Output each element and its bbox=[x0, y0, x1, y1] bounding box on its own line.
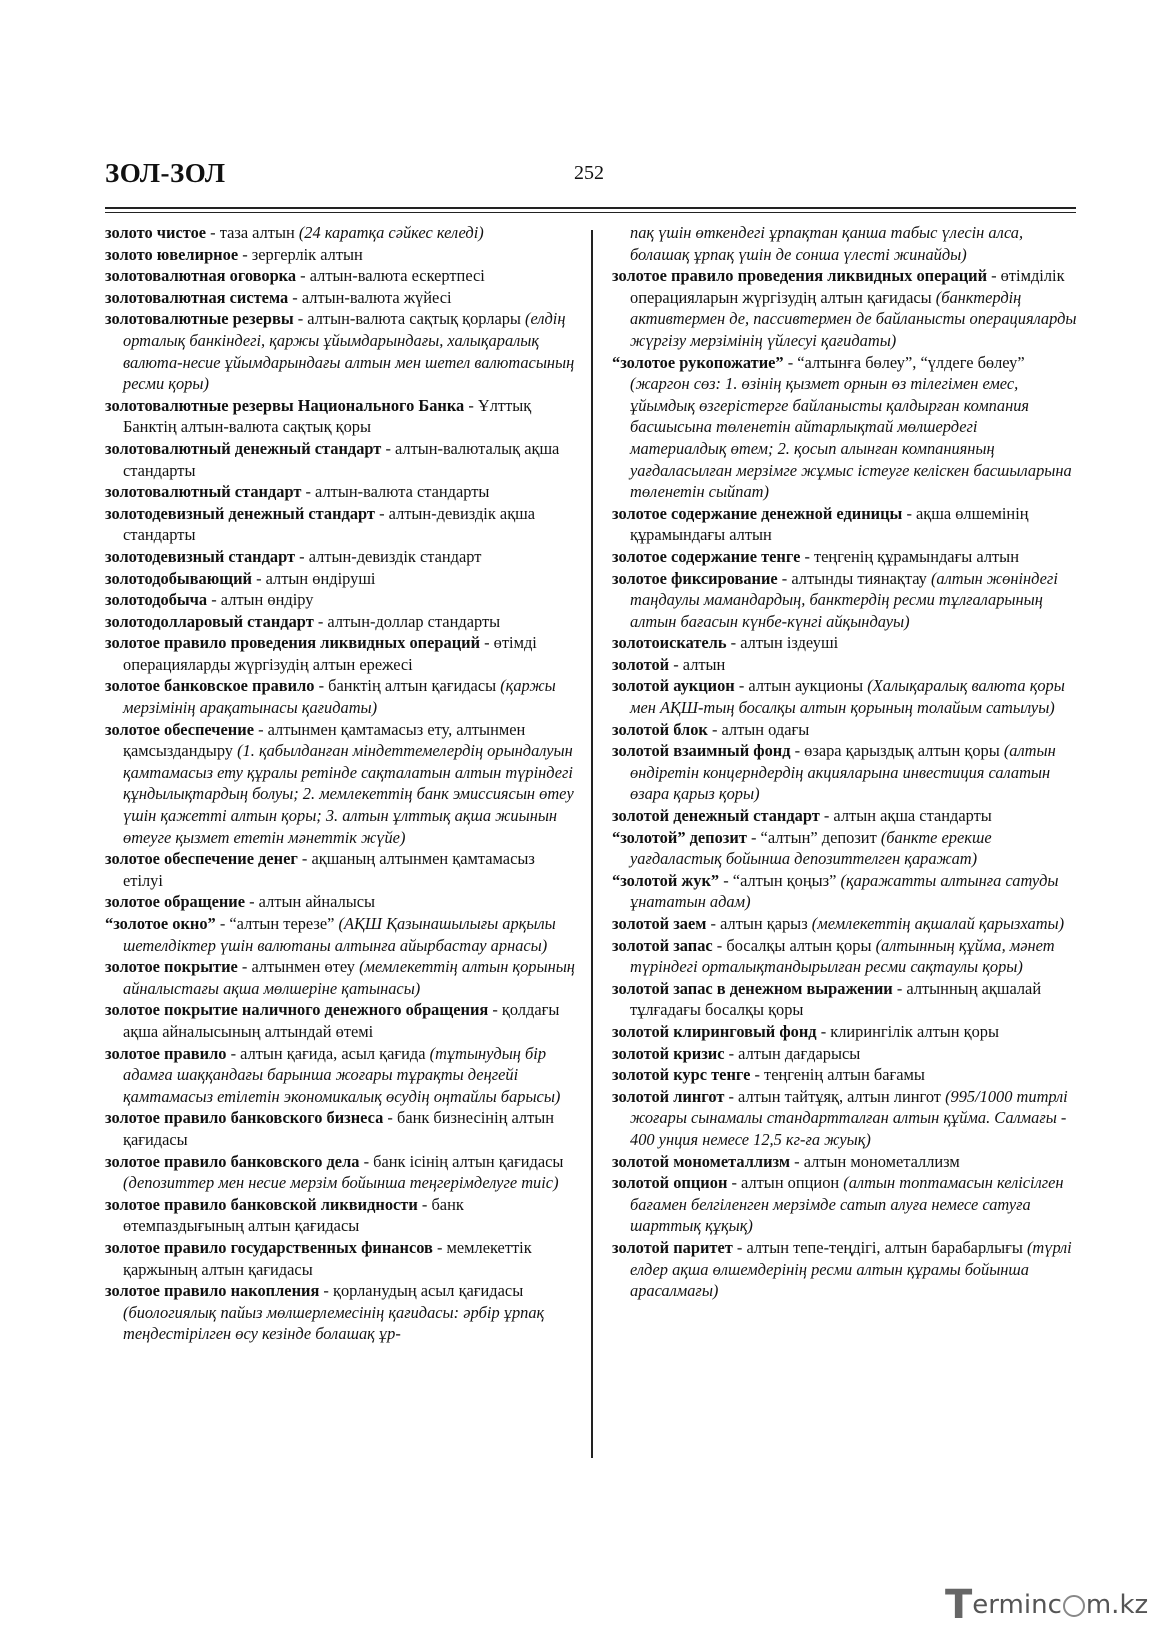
dictionary-entry bbox=[612, 503, 1078, 546]
entry-note: (банктердің активтермен де, пассивтермен де байланысты операцияларды жүргізу мерзімінің үйлесуі қағидаты) bbox=[630, 287, 1077, 350]
dictionary-entry bbox=[105, 546, 575, 568]
entry-definition: - алтынның ақшалай тұлғадағы босалқы қоры bbox=[630, 978, 1042, 1020]
column-divider bbox=[591, 230, 593, 1458]
entry-definition: - зергерлік алтын bbox=[238, 244, 363, 264]
entry-note: (мемлекеттің ақшалай қарызхаты) bbox=[811, 914, 1065, 933]
entry-definition: - клирингілік алтын қоры bbox=[816, 1021, 999, 1041]
entry-definition: - ақшаның алтынмен қамтамасыз етілуі bbox=[123, 849, 535, 890]
dictionary-entry bbox=[105, 675, 575, 718]
entry-term: золотое правило государственных финансов bbox=[105, 1237, 433, 1257]
dictionary-entry bbox=[612, 1086, 1078, 1151]
entry-definition: - алтын өндіруші bbox=[251, 568, 376, 588]
dictionary-entry bbox=[105, 589, 575, 611]
entry-definition: - банк өтемпаздығының алтын қағидасы bbox=[123, 1194, 464, 1236]
entry-term: золотое банковское правило bbox=[105, 676, 315, 696]
header-rule-thin bbox=[105, 212, 1076, 213]
entry-definition: - алтын ақша стандарты bbox=[819, 806, 992, 826]
entry-term: “золотой” депозит bbox=[612, 827, 747, 847]
entry-note: (банкте ерекше уағдаластық бойынша депозиттелген қаражат) bbox=[630, 827, 992, 869]
dictionary-entry bbox=[612, 1151, 1078, 1173]
entry-definition: - алтын аукционы bbox=[734, 676, 868, 696]
entry-note: (995/1000 титрлі жоғары сынамалы стандартталған алтын құйма. Салмағы - 400 унция немесе 12,5 кг-ға жуық) bbox=[630, 1086, 1068, 1149]
entry-term: золотой запас bbox=[612, 935, 713, 955]
dictionary-entry bbox=[612, 546, 1078, 568]
dictionary-entry bbox=[612, 675, 1078, 718]
entry-term: золотое правило банковской ликвидности bbox=[105, 1194, 418, 1214]
entry-definition: - “алтын қоңыз” bbox=[719, 870, 841, 890]
entry-term: золотой взаимный фонд bbox=[612, 741, 791, 761]
entry-definition: - өтімділік операцияларын жүргізудің алтын қағидасы bbox=[630, 266, 1065, 307]
entry-definition: - теңгенің құрамындағы алтын bbox=[800, 546, 1019, 566]
entry-note: (алтын жөніндегі таңдаулы мамандардың, банктердің ресми тұлғаларының алтын бағасын күнбе-күнгі айқындауы) bbox=[630, 568, 1058, 631]
entry-term: золотодевизный денежный стандарт bbox=[105, 503, 375, 523]
entry-term: золотое обращение bbox=[105, 892, 246, 912]
entry-term: золотое покрытие наличного денежного обращения bbox=[105, 1000, 489, 1020]
logo-text-part2: c bbox=[1047, 1590, 1062, 1620]
entry-definition: - алтынмен өтеу bbox=[237, 957, 360, 977]
entry-definition: - ақша өлшемінің құрамындағы алтын bbox=[630, 503, 1029, 545]
entry-term: золотой аукцион bbox=[612, 676, 735, 696]
entry-definition: - алтын айналысы bbox=[245, 892, 376, 912]
entry-definition: - алтын қағида, асыл қағида bbox=[226, 1043, 430, 1063]
entry-definition: - босалқы алтын қоры bbox=[712, 935, 876, 955]
entry-term: золотой лингот bbox=[612, 1086, 725, 1106]
page-number: 252 bbox=[574, 162, 604, 184]
entry-term: золотодобыча bbox=[105, 590, 208, 610]
dictionary-entry bbox=[105, 287, 575, 309]
entry-term: золотовалютные резервы Национального Банка bbox=[105, 395, 465, 415]
entry-definition: - алтын өндіру bbox=[207, 590, 314, 610]
logo-text-part3: m.kz bbox=[1085, 1590, 1149, 1620]
dictionary-entry bbox=[612, 935, 1078, 978]
dictionary-entry bbox=[105, 1280, 575, 1345]
dictionary-entry bbox=[105, 244, 575, 266]
dictionary-entry bbox=[105, 848, 575, 891]
entry-note: (мемлекеттің алтын қорының айналыстағы ақша мөлшеріне қатынасы) bbox=[123, 957, 575, 998]
entry-definition: - өтімді операцияларды жүргізудің алтын ережесі bbox=[123, 633, 537, 674]
entry-definition: - алтын одағы bbox=[707, 719, 810, 739]
dictionary-entry bbox=[612, 827, 1078, 870]
entry-term: золотое содержание тенге bbox=[612, 546, 801, 566]
entry-definition: - алтын опцион bbox=[727, 1173, 844, 1193]
entry-term: золотое обеспечение bbox=[105, 719, 254, 739]
entry-term: золотой опцион bbox=[612, 1173, 728, 1193]
entry-note: (елдің орталық банкіндегі, қаржы ұйымдарындағы, халықаралық валюта-несие ұйымдарындағы алтын мен шетел валютасының ресми қоры) bbox=[123, 309, 575, 394]
entry-definition: - алтын-валюта сақтық қорлары bbox=[293, 309, 526, 329]
dictionary-entry bbox=[105, 395, 575, 438]
entry-term: золотое содержание денежной единицы bbox=[612, 503, 903, 523]
dictionary-entry bbox=[105, 438, 575, 481]
entry-definition: - алтын тепе-теңдігі, алтын барабарлығы bbox=[732, 1237, 1027, 1257]
entry-definition: - қолдағы ақша айналысының алтындай өтемі bbox=[123, 1000, 560, 1041]
dictionary-entry bbox=[105, 1151, 575, 1194]
dictionary-entry bbox=[105, 503, 575, 546]
entry-definition: - алтын дағдарысы bbox=[724, 1043, 861, 1063]
entry-definition: - алтын-доллар стандарты bbox=[313, 611, 501, 631]
dictionary-entry bbox=[612, 568, 1078, 633]
entry-term: золотовалютные резервы bbox=[105, 309, 294, 329]
entry-term: золотой паритет bbox=[612, 1237, 733, 1257]
dictionary-entry bbox=[105, 1194, 575, 1237]
entry-term: золото ювелирное bbox=[105, 244, 239, 264]
entry-note: (депозиттер мен несие мерзім бойынша теңгерімделуге тиіс) bbox=[123, 1173, 559, 1193]
logo-letter-t: T bbox=[945, 1582, 973, 1628]
entry-definition: - алтын монометаллизм bbox=[790, 1151, 960, 1171]
entry-note: пақ үшін өткендегі ұрпақтан қанша табыс үлесін алса, болашақ ұрпақ үшін де сонша үлесті жинайды) bbox=[630, 223, 1024, 264]
entry-definition: - алтын-девиздік стандарт bbox=[295, 546, 482, 566]
entry-term: золотодолларовый стандарт bbox=[105, 611, 314, 631]
entry-term: золотое фиксирование bbox=[612, 568, 778, 588]
dictionary-entry bbox=[105, 308, 575, 394]
dictionary-entry bbox=[612, 870, 1078, 913]
entry-term: “золотой жук” bbox=[612, 870, 720, 890]
left-column bbox=[105, 222, 575, 1345]
entry-term: золотое правило проведения ликвидных операций bbox=[105, 633, 481, 653]
entry-term: золото чистое bbox=[105, 223, 207, 242]
logo-globe-icon bbox=[1063, 1595, 1085, 1617]
dictionary-entry bbox=[105, 222, 575, 244]
entry-definition: - алтын-валюта стандарты bbox=[301, 482, 490, 502]
entry-note: (түрлі елдер ақша өлшемдерінің ресми алтын құрамы бойынша арасалмағы) bbox=[630, 1237, 1072, 1301]
entry-note: (алтын топтамасын келісілген бағамен белгіленген мерзімде сатып алуға немесе сатуға шарттық құқық) bbox=[630, 1173, 1064, 1236]
entry-definition: - таза алтын bbox=[206, 223, 299, 242]
entry-definition: - алтын-девиздік ақша стандарты bbox=[123, 503, 536, 545]
entry-term: золотой запас в денежном выражении bbox=[612, 978, 893, 998]
entry-term: золотовалютный денежный стандарт bbox=[105, 438, 382, 458]
dictionary-entry bbox=[612, 654, 1078, 676]
entry-term: золотой денежный стандарт bbox=[612, 806, 820, 826]
entry-definition: - “алтын” депозит bbox=[746, 827, 881, 847]
entry-term: золотой монометаллизм bbox=[612, 1151, 791, 1171]
dictionary-entry bbox=[105, 956, 575, 999]
entry-term: золотой клиринговый фонд bbox=[612, 1021, 817, 1041]
termincom-logo bbox=[945, 1582, 1149, 1628]
dictionary-entry bbox=[105, 719, 575, 849]
entry-term: “золотое рукопожатие” bbox=[612, 352, 784, 372]
dictionary-entry bbox=[612, 978, 1078, 1021]
entry-term: золотое покрытие bbox=[105, 957, 238, 977]
dictionary-entry bbox=[105, 999, 575, 1042]
dictionary-entry bbox=[612, 740, 1078, 805]
entry-definition: - алтынмен қамтамасыз ету, алтынмен қамсыздандыру bbox=[123, 719, 526, 761]
entry-note: (1. қабылданған міндеттемелердің орындалуын қамтамасыз ету құралы ретінде сақталатын алтын түріндегі құндылықтардың болуы; 2. мемлекеттің банк эмиссиясын өтеу үшін қажетті алтын қоры; 3. алтын ұлттық ақша жиынын өтеуге қызмет ететін мәнеттік жүйе) bbox=[123, 741, 574, 847]
entry-note: (қаржы мерзімінің арақатынасы қағидаты) bbox=[123, 676, 556, 718]
dictionary-entry bbox=[612, 913, 1078, 935]
dictionary-entry bbox=[612, 1021, 1078, 1043]
entry-term: золотодобывающий bbox=[105, 568, 252, 588]
dictionary-entry bbox=[105, 1043, 575, 1108]
entry-term: золотое правило проведения ликвидных операций bbox=[612, 266, 988, 286]
dictionary-entry bbox=[105, 568, 575, 590]
entry-term: золотой bbox=[612, 654, 670, 674]
entry-definition: - банк бизнесінің алтын қағидасы bbox=[123, 1108, 555, 1149]
entry-term: золотое правило банковского дела bbox=[105, 1151, 360, 1171]
dictionary-entry bbox=[105, 611, 575, 633]
entry-term: золотоискатель bbox=[612, 633, 727, 653]
dictionary-entry bbox=[105, 913, 575, 956]
entry-term: золотовалютная система bbox=[105, 287, 289, 307]
entry-note: (биологиялық пайыз мөлшерлемесінің қағидасы: әрбір ұрпақ теңдестірілген өсу кезінде болашақ ұр- bbox=[123, 1302, 545, 1344]
entry-term: золотое обеспечение денег bbox=[105, 849, 298, 869]
entry-term: золотой блок bbox=[612, 719, 708, 739]
entry-term: золотой заем bbox=[612, 914, 707, 933]
dictionary-entry bbox=[612, 1064, 1078, 1086]
entry-definition: - алтын-валюта ескертпесі bbox=[296, 266, 485, 286]
entry-definition: - алтын қарыз bbox=[706, 914, 812, 933]
entry-term: золотовалютный стандарт bbox=[105, 482, 302, 502]
page-header-title: ЗОЛ-ЗОЛ bbox=[105, 158, 226, 188]
entry-note: (жаргон сөз: 1. өзінің қызмет орнын өз тілегімен емес, ұйымдық өзгерістерге байланысты қалдырған компания басшысына төленетін айтарлықтай мөлшердегі материалдық өтем; 2. қосып алынған компанияның уағдаласылған мерзімге жұмыс істеуге келіскен басшыларына төленетін сыйпат) bbox=[630, 374, 1072, 502]
dictionary-entry bbox=[612, 1043, 1078, 1065]
dictionary-entry bbox=[105, 481, 575, 503]
entry-definition: - Ұлттық Банктің алтын-валюта сақтық қоры bbox=[123, 395, 532, 437]
entry-term: золотовалютная оговорка bbox=[105, 266, 297, 286]
entry-definition: - алтын bbox=[669, 654, 726, 674]
entry-definition: - алтын іздеуші bbox=[726, 633, 839, 653]
entry-definition: - алтын-валюта жүйесі bbox=[288, 287, 452, 307]
entry-note: (тұтынудың бір адамға шаққандағы барынша жоғары тұрақты деңгейі қамтамасыз етілетін экономикалық өсудің оңтайлы барысы) bbox=[123, 1043, 561, 1106]
entry-note: (қаражатты алтынға сатуды ұнататын адам) bbox=[630, 870, 1059, 912]
entry-note: (алтын өндіретін концерндердің акцияларына инвестиция салатын өзара қарыз қоры) bbox=[630, 741, 1056, 804]
entry-term: золотое правило накопления bbox=[105, 1281, 320, 1301]
entry-definition: - “алтынға бөлеу”, “үлдеге бөлеу” bbox=[783, 352, 1025, 372]
entry-definition: - өзара қарыздық алтын қоры bbox=[790, 741, 1004, 761]
right-column bbox=[612, 222, 1078, 1302]
entry-term: золотодевизный стандарт bbox=[105, 546, 296, 566]
entry-note: (24 каратқа сәйкес келеді) bbox=[298, 223, 484, 242]
entry-definition: - банк ісінің алтын қағидасы bbox=[359, 1151, 564, 1171]
entry-definition: - қорланудың асыл қағидасы bbox=[319, 1281, 524, 1301]
dictionary-entry bbox=[105, 265, 575, 287]
entry-term: золотое правило банковского бизнеса bbox=[105, 1108, 384, 1128]
entry-definition: - банктің алтын қағидасы bbox=[314, 676, 501, 696]
entry-definition: - алтынды тиянақтау bbox=[777, 568, 931, 588]
dictionary-entry bbox=[612, 632, 1078, 654]
entry-term: золотое правило bbox=[105, 1043, 227, 1063]
entry-term: золотой курс тенге bbox=[612, 1065, 751, 1085]
entry-note: (АҚШ Қазынашылығы арқылы шетелдіктер үшін валютаны алтынға айырбастау арнасы) bbox=[123, 914, 556, 955]
entry-term: “золотое окно” bbox=[105, 914, 216, 933]
entry-definition: - теңгенің алтын бағамы bbox=[750, 1065, 925, 1085]
dictionary-entry bbox=[612, 1237, 1078, 1302]
dictionary-entry bbox=[612, 719, 1078, 741]
entry-definition: - алтын тайтұяқ, алтын лингот bbox=[724, 1086, 946, 1106]
header-rule-thick bbox=[105, 207, 1076, 209]
dictionary-entry bbox=[612, 352, 1078, 503]
dictionary-entry bbox=[612, 805, 1078, 827]
entry-note: (Халықаралық валюта қоры мен АҚШ-тың босалқы алтын қорының толайым сатылуы) bbox=[630, 676, 1065, 718]
entry-note: (алтынның құйма, мәнет түріндегі орталықтандырылған ресми сақтаулы қоры) bbox=[630, 935, 1055, 977]
dictionary-entry bbox=[105, 1107, 575, 1150]
entry-definition: - мемлекеттік қаржының алтын қағидасы bbox=[123, 1237, 532, 1279]
entry-term: золотой кризис bbox=[612, 1043, 725, 1063]
dictionary-entry bbox=[105, 632, 575, 675]
continued-entry-text bbox=[612, 222, 1078, 265]
entry-definition: - алтын-валюталық ақша стандарты bbox=[123, 438, 560, 480]
logo-text-part1: ermin bbox=[972, 1590, 1048, 1620]
dictionary-entry bbox=[612, 265, 1078, 351]
dictionary-entry bbox=[105, 1237, 575, 1280]
entry-definition: - “алтын терезе” bbox=[215, 914, 339, 933]
dictionary-entry bbox=[105, 891, 575, 913]
dictionary-entry bbox=[612, 1172, 1078, 1237]
